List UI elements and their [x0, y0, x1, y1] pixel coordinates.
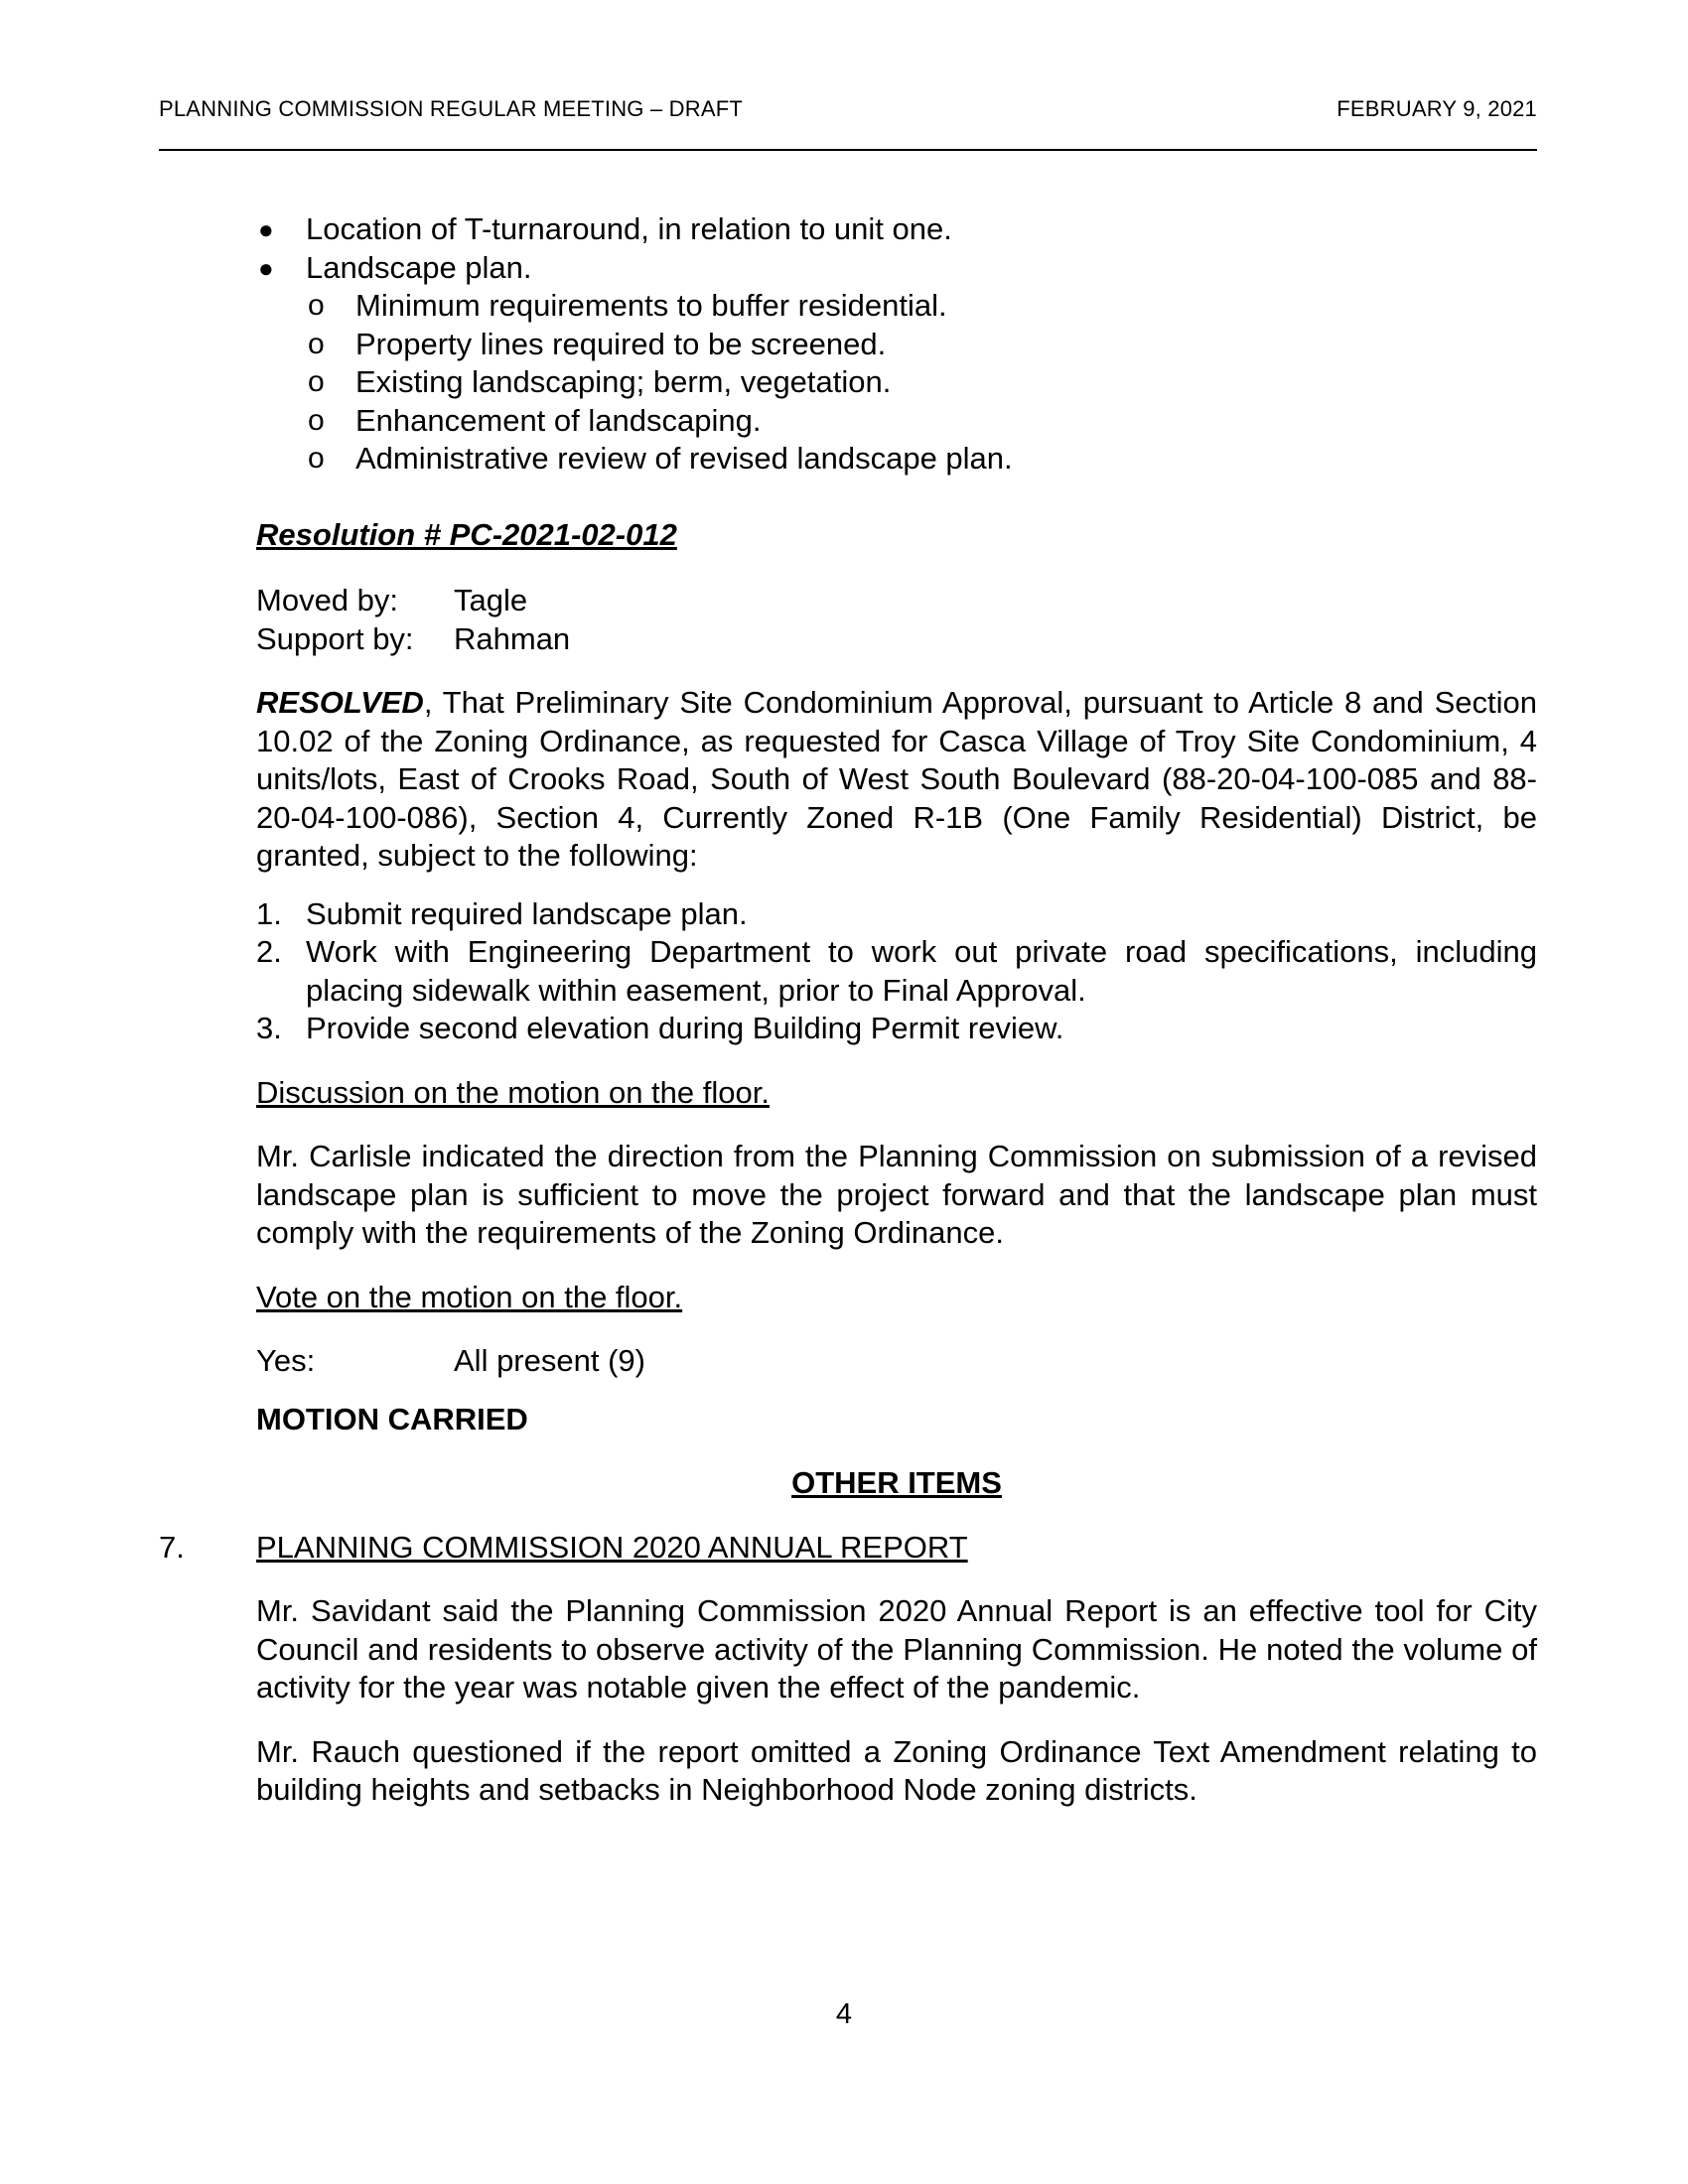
condition-text: Work with Engineering Department to work out private road specifications, including placing sidewalk within easement, prior to Final Approval. [306, 934, 1537, 1008]
vote-heading: Vote on the motion on the floor. [256, 1279, 683, 1314]
item-paragraph: Mr. Savidant said the Planning Commission 2020 Annual Report is an effective tool for City Council and residents to observe activity of the Planning Commission. He noted the volume of activity for the year was notable given the effect of the pandemic. [256, 1593, 1537, 1705]
page-content [159, 210, 1537, 1810]
support-by-row [256, 620, 1537, 659]
resolved-text: , That Preliminary Site Condominium Approval, pursuant to Article 8 and Section 10.02 of the Zoning Ordinance, as requested for Casca Village of Troy Site Condominium, 4 units/lots, East of Crooks Road, South of West South Boulevard (88-20-04-100-085 and 88-20-04-100-086), Section 4, Currently Zoned R-1B (One Family Residential) District, be granted, subject to the following: [256, 685, 1537, 873]
sub-bullet-item [256, 440, 1537, 478]
sub-bullet-item [256, 402, 1537, 441]
circle-bullet-icon: o [308, 403, 325, 437]
bullet-item [256, 249, 1537, 288]
circle-bullet-icon: o [308, 365, 325, 398]
condition-text: Submit required landscape plan. [306, 895, 748, 931]
moved-by-label: Moved by: [256, 583, 399, 617]
moved-by-row [256, 582, 1537, 620]
sub-bullet-text: Enhancement of landscaping. [355, 402, 762, 438]
sub-bullet-text: Property lines required to be screened. [355, 326, 887, 361]
agenda-item-7 [159, 1529, 1537, 1568]
sub-bullet-list [256, 287, 1537, 478]
page-number: 4 [835, 1998, 853, 2030]
header-title: PLANNING COMMISSION REGULAR MEETING – DRAFT [159, 96, 744, 121]
support-by-value: Rahman [454, 620, 571, 656]
resolution-title: Resolution # PC-2021-02-012 [256, 516, 677, 552]
item-paragraph: Mr. Rauch questioned if the report omitted a Zoning Ordinance Text Amendment relating to building heights and setbacks in Neighborhood Node zoning districts. [256, 1733, 1537, 1807]
header-divider [159, 149, 1537, 151]
other-items-title: OTHER ITEMS [791, 1465, 1002, 1500]
sub-bullet-item [256, 363, 1537, 402]
condition-item [256, 1010, 1537, 1048]
item-title: PLANNING COMMISSION 2020 ANNUAL REPORT [256, 1529, 968, 1565]
moved-by-value: Tagle [454, 583, 528, 617]
bullet-text: Location of T-turnaround, in relation to unit one. [306, 211, 952, 246]
vote-value: All present (9) [454, 1343, 645, 1378]
bullet-item [256, 210, 1537, 249]
sub-bullet-item [256, 287, 1537, 326]
resolved-paragraph [256, 684, 1537, 876]
bullet-text: Landscape plan. [306, 249, 532, 285]
support-by-label: Support by: [256, 620, 414, 656]
vote-row [256, 1342, 1537, 1381]
other-items-heading [256, 1464, 1537, 1503]
item-number: 7. [159, 1529, 185, 1565]
motion-result: MOTION CARRIED [256, 1401, 528, 1436]
vote-label: Yes: [256, 1343, 316, 1378]
sub-bullet-text: Administrative review of revised landscape plan. [355, 441, 1013, 476]
sub-bullet-text: Minimum requirements to buffer residential. [355, 288, 947, 323]
bullet-dot-icon: ● [258, 252, 274, 283]
bullet-list [256, 210, 1537, 287]
page-header [159, 96, 1537, 122]
condition-number: 3. [256, 1011, 282, 1045]
condition-text: Provide second elevation during Building Permit review. [306, 1011, 1064, 1045]
bullet-dot-icon: ● [258, 214, 274, 244]
sub-bullet-text: Existing landscaping; berm, vegetation. [355, 364, 892, 399]
circle-bullet-icon: o [308, 327, 325, 360]
condition-number: 1. [256, 895, 282, 931]
condition-number: 2. [256, 934, 282, 969]
condition-item [256, 933, 1537, 1010]
conditions-list [256, 895, 1537, 1048]
sub-bullet-item [256, 326, 1537, 364]
discussion-heading: Discussion on the motion on the floor. [256, 1074, 770, 1110]
condition-item [256, 895, 1537, 934]
motion-makers [256, 582, 1537, 658]
discussion-paragraph: Mr. Carlisle indicated the direction from the Planning Commission on submission of a revised landscape plan is sufficient to move the project forward and that the landscape plan must comply with the requirements of the Zoning Ordinance. [256, 1139, 1537, 1250]
header-date: FEBRUARY 9, 2021 [1336, 96, 1537, 121]
circle-bullet-icon: o [308, 442, 325, 475]
circle-bullet-icon: o [308, 289, 325, 322]
resolved-keyword: RESOLVED [256, 685, 424, 720]
